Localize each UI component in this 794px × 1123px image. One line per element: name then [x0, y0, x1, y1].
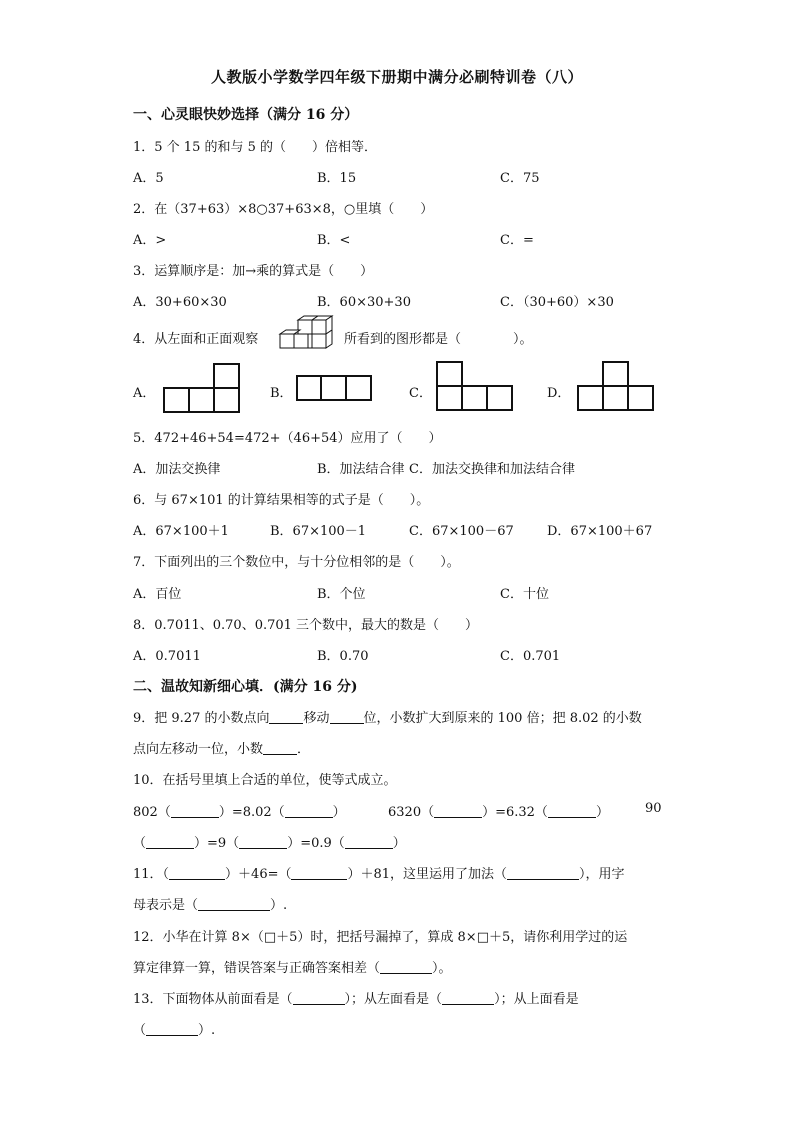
q9-text-4: 点向左移动一位，小数 — [133, 742, 264, 757]
question-4-prefix: 4．从左面和正面观察 — [133, 332, 259, 347]
q11-text-4: ），用字 — [579, 867, 625, 882]
question-10-line-1b — [388, 801, 609, 820]
section-2-heading: 二、温故知新细心填．(满分 16 分) — [133, 679, 358, 695]
q3-option-b: B．60×30+30 — [317, 295, 411, 310]
question-10-line-1 — [133, 801, 346, 820]
question-8: 8．0.7011、0.70、0.701 三个数中，最大的数是（ ） — [133, 618, 479, 633]
q13-text-4: （ — [133, 1023, 147, 1038]
q4-option-b-label: B． — [270, 386, 293, 401]
q13-blank-2[interactable] — [442, 990, 494, 1005]
question-5: 5．472+46+54=472+（46+54）应用了（ ） — [133, 431, 442, 446]
question-13-line-1 — [133, 988, 579, 1007]
question-6: 6．与 67×101 的计算结果相等的式子是（ ）。 — [133, 493, 430, 508]
q10-blank-5[interactable] — [146, 834, 194, 849]
q10-text-8: （ — [133, 836, 147, 851]
q10-blank-4[interactable] — [548, 803, 596, 818]
q13-text-5: ）. — [198, 1023, 216, 1038]
question-10-line-2 — [133, 832, 406, 851]
q10-text-6: ） — [595, 805, 609, 820]
q2-option-b: B．< — [317, 233, 351, 248]
question-7: 7．下面列出的三个数位中，与十分位相邻的是（ ）。 — [133, 555, 460, 570]
question-12-line-2 — [133, 957, 452, 976]
cube-stack-figure — [276, 316, 340, 352]
q1-option-c: C．75 — [500, 171, 540, 186]
q1-option-a: A．5 — [133, 171, 164, 186]
q10-blank-7[interactable] — [345, 834, 393, 849]
page-title: 人教版小学数学四年级下册期中满分必刷特训卷（八） — [210, 68, 583, 86]
q11-blank-2[interactable] — [291, 865, 347, 880]
q2-option-c: C．= — [500, 233, 534, 248]
q4-option-a-figure — [163, 363, 241, 413]
q11-text-3: ）＋81，这里运用了加法（ — [347, 867, 508, 882]
q9-blank-2[interactable] — [330, 709, 364, 724]
question-11-line-1 — [133, 863, 625, 882]
q7-option-b: B．个位 — [317, 587, 366, 602]
q11-blank-1[interactable] — [169, 865, 225, 880]
question-2: 2．在（37+63）×8○37+63×8，○里填（ ） — [133, 202, 434, 217]
q10-text-10: ）=0.9（ — [287, 836, 345, 851]
q11-text-5: 母表示是（ — [133, 898, 199, 913]
q11-text-6: ）. — [270, 898, 288, 913]
question-1: 1．5 个 15 的和与 5 的（ ）倍相等． — [133, 140, 378, 155]
q10-text-4: 6320（ — [388, 805, 435, 820]
q6-option-d: D．67×100＋67 — [547, 524, 653, 539]
q6-option-b: B．67×100－1 — [270, 524, 367, 539]
q9-text-3: 位，小数扩大到原来的 100 倍；把 8.02 的小数 — [363, 711, 642, 726]
q10-text-11: ） — [392, 836, 406, 851]
question-9-line-1 — [133, 707, 642, 726]
q10-text-1: 802（ — [133, 805, 171, 820]
q11-text-2: ）＋46=（ — [225, 867, 292, 882]
question-11-line-2 — [133, 894, 287, 913]
q12-text-2: ）。 — [432, 961, 452, 976]
q8-option-c: C．0.701 — [500, 649, 561, 664]
q6-option-c: C．67×100－67 — [409, 524, 514, 539]
q2-option-a: A．> — [133, 233, 167, 248]
q9-text-5: ． — [297, 742, 311, 757]
q10-text-9: ）=9（ — [194, 836, 240, 851]
q9-blank-1[interactable] — [269, 709, 303, 724]
q5-option-a: A．加法交换律 — [133, 462, 221, 477]
q4-option-c-label: C． — [409, 386, 432, 401]
q3-option-c: C．（30+60）×30 — [500, 295, 614, 310]
q13-blank-1[interactable] — [293, 990, 345, 1005]
q13-blank-3[interactable] — [146, 1021, 198, 1036]
question-12-line-1: 12．小华在计算 8×（□＋5）时，把括号漏掉了，算成 8×□＋5，请你利用学过的运 — [133, 930, 628, 945]
q12-blank-1[interactable] — [380, 959, 432, 974]
q11-blank-3[interactable] — [507, 865, 579, 880]
q10-text-3: ） — [332, 805, 346, 820]
question-9-line-2 — [133, 738, 310, 757]
q9-text-2: 移动 — [303, 711, 330, 726]
q9-blank-3[interactable] — [263, 740, 297, 755]
q10-text-5: ）=6.32（ — [482, 805, 548, 820]
q10-text-2: ）=8.02（ — [218, 805, 285, 820]
q11-text-1: 11．（ — [133, 867, 170, 882]
q4-option-a-label: A． — [133, 386, 156, 401]
q13-text-1: 13．下面物体从前面看是（ — [133, 992, 293, 1007]
section-1-heading: 一、心灵眼快妙选择（满分 16 分） — [133, 107, 359, 123]
q9-text-1: 9．把 9.27 的小数点向 — [133, 711, 270, 726]
q4-option-c-figure — [436, 361, 514, 411]
question-13-line-2 — [133, 1019, 215, 1038]
q10-blank-2[interactable] — [285, 803, 333, 818]
q4-option-d-label: D． — [547, 386, 571, 401]
q8-option-a: A．0.7011 — [133, 649, 201, 664]
question-10: 10．在括号里填上合适的单位，使等式成立。 — [133, 773, 397, 788]
q5-option-c: C．加法交换律和加法结合律 — [409, 462, 575, 477]
q13-text-3: ）；从上面看是 — [494, 992, 579, 1007]
question-3: 3．运算顺序是：加→乘的算式是（ ） — [133, 264, 374, 279]
q10-text-7: 90 — [645, 801, 662, 816]
q1-option-b: B．15 — [317, 171, 357, 186]
q3-option-a: A．30+60×30 — [133, 295, 227, 310]
q4-option-b-figure — [296, 375, 372, 401]
q7-option-c: C．十位 — [500, 587, 549, 602]
q10-blank-6[interactable] — [239, 834, 287, 849]
q5-option-b: B．加法结合律 — [317, 462, 405, 477]
q4-option-d-figure — [577, 361, 655, 411]
q8-option-b: B．0.70 — [317, 649, 369, 664]
q13-text-2: ）；从左面看是（ — [344, 992, 443, 1007]
q12-text-1: 算定律算一算，错误答案与正确答案相差（ — [133, 961, 381, 976]
q6-option-a: A．67×100＋1 — [133, 524, 229, 539]
question-4-suffix: 所看到的图形都是（ ）。 — [344, 332, 533, 347]
q7-option-a: A．百位 — [133, 587, 182, 602]
q11-blank-4[interactable] — [198, 896, 270, 911]
q10-blank-3[interactable] — [434, 803, 482, 818]
q10-blank-1[interactable] — [171, 803, 219, 818]
